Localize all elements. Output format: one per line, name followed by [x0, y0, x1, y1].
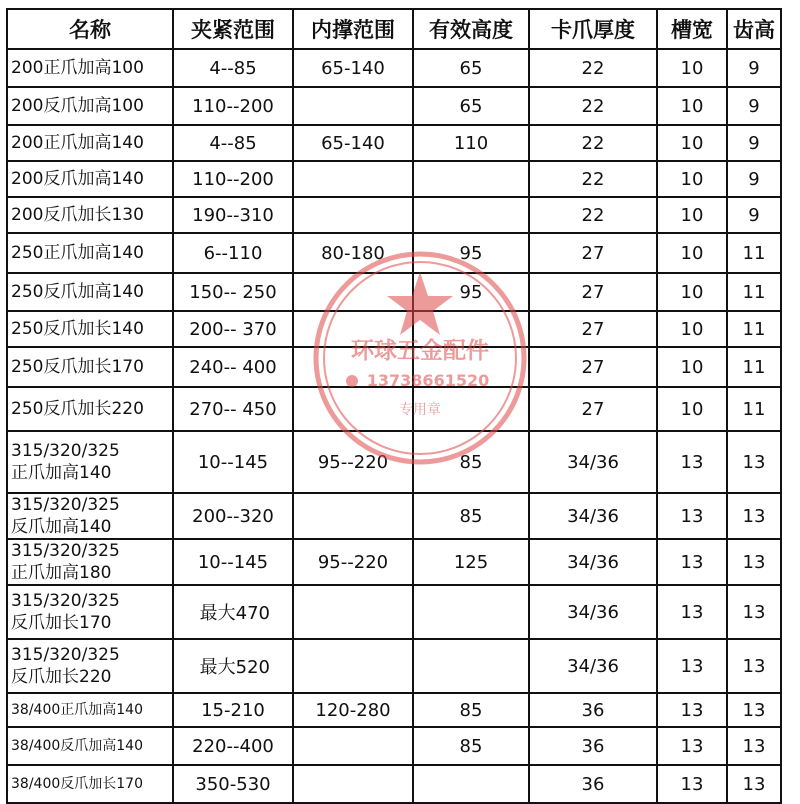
- cell-brace-range: [293, 347, 413, 387]
- cell-effective-height: 65: [413, 49, 529, 87]
- cell-clamp-range: 10--145: [173, 539, 293, 585]
- cell-jaw-thickness: 27: [529, 233, 657, 273]
- cell-jaw-thickness: 34/36: [529, 639, 657, 693]
- cell-slot-width: 13: [657, 765, 727, 803]
- cell-tooth-height: 13: [727, 639, 781, 693]
- header-slot-width: 槽宽: [657, 9, 727, 49]
- cell-brace-range: [293, 585, 413, 639]
- cell-jaw-thickness: 27: [529, 387, 657, 431]
- cell-name: 200反爪加高140: [7, 161, 173, 197]
- cell-name: 200正爪加高140: [7, 125, 173, 161]
- table-row: [7, 161, 781, 197]
- cell-jaw-thickness: 27: [529, 273, 657, 311]
- cell-slot-width: 13: [657, 431, 727, 493]
- cell-brace-range: [293, 765, 413, 803]
- cell-clamp-range: 最大520: [173, 639, 293, 693]
- cell-clamp-range: 110--200: [173, 161, 293, 197]
- cell-slot-width: 10: [657, 347, 727, 387]
- cell-effective-height: [413, 585, 529, 639]
- cell-jaw-thickness: 22: [529, 49, 657, 87]
- cell-brace-range: 95--220: [293, 431, 413, 493]
- cell-slot-width: 10: [657, 125, 727, 161]
- cell-effective-height: [413, 311, 529, 347]
- table-row: [7, 765, 781, 803]
- seal-phone-text: 13738661520: [366, 371, 490, 390]
- cell-name: 250正爪加高140: [7, 233, 173, 273]
- cell-effective-height: [413, 639, 529, 693]
- cell-name: 250反爪加长220: [7, 387, 173, 431]
- table-row: [7, 87, 781, 125]
- cell-name: 315/320/325 反爪加长170: [7, 585, 173, 639]
- cell-slot-width: 13: [657, 585, 727, 639]
- cell-tooth-height: 13: [727, 585, 781, 639]
- table-row: [7, 539, 781, 585]
- cell-slot-width: 10: [657, 161, 727, 197]
- cell-name: 38/400正爪加高140: [7, 693, 173, 727]
- table-row: [7, 387, 781, 431]
- cell-brace-range: 65-140: [293, 125, 413, 161]
- cell-brace-range: [293, 493, 413, 539]
- cell-clamp-range: 190--310: [173, 197, 293, 233]
- cell-slot-width: 13: [657, 639, 727, 693]
- cell-brace-range: [293, 639, 413, 693]
- table-row: [7, 431, 781, 493]
- table-body: [7, 49, 781, 803]
- table-row: [7, 727, 781, 765]
- cell-clamp-range: 10--145: [173, 431, 293, 493]
- cell-tooth-height: 13: [727, 765, 781, 803]
- cell-jaw-thickness: 22: [529, 87, 657, 125]
- cell-brace-range: 65-140: [293, 49, 413, 87]
- table-row: [7, 233, 781, 273]
- cell-tooth-height: 11: [727, 387, 781, 431]
- cell-clamp-range: 最大470: [173, 585, 293, 639]
- cell-slot-width: 13: [657, 493, 727, 539]
- cell-jaw-thickness: 27: [529, 347, 657, 387]
- cell-tooth-height: 9: [727, 161, 781, 197]
- cell-clamp-range: 4--85: [173, 125, 293, 161]
- cell-clamp-range: 270-- 450: [173, 387, 293, 431]
- table-row: [7, 493, 781, 539]
- cell-name: 315/320/325 正爪加高140: [7, 431, 173, 493]
- header-clamp-range: 夹紧范围: [173, 9, 293, 49]
- cell-effective-height: 85: [413, 431, 529, 493]
- cell-tooth-height: 9: [727, 197, 781, 233]
- cell-tooth-height: 13: [727, 431, 781, 493]
- cell-clamp-range: 200-- 370: [173, 311, 293, 347]
- cell-slot-width: 13: [657, 539, 727, 585]
- cell-brace-range: [293, 161, 413, 197]
- table-row: [7, 125, 781, 161]
- cell-slot-width: 13: [657, 693, 727, 727]
- cell-name: 200反爪加高100: [7, 87, 173, 125]
- cell-brace-range: [293, 273, 413, 311]
- cell-jaw-thickness: 34/36: [529, 539, 657, 585]
- cell-tooth-height: 9: [727, 49, 781, 87]
- cell-tooth-height: 13: [727, 493, 781, 539]
- cell-brace-range: 95--220: [293, 539, 413, 585]
- table-row: [7, 585, 781, 639]
- cell-jaw-thickness: 36: [529, 693, 657, 727]
- cell-clamp-range: 15-210: [173, 693, 293, 727]
- cell-name: 38/400反爪加高140: [7, 727, 173, 765]
- cell-effective-height: 85: [413, 727, 529, 765]
- cell-slot-width: 10: [657, 233, 727, 273]
- cell-name: 38/400反爪加长170: [7, 765, 173, 803]
- cell-clamp-range: 150-- 250: [173, 273, 293, 311]
- cell-brace-range: 120-280: [293, 693, 413, 727]
- seal-company-text: 环球五金配件: [351, 338, 489, 364]
- cell-tooth-height: 13: [727, 539, 781, 585]
- header-effective-height: 有效高度: [413, 9, 529, 49]
- cell-tooth-height: 11: [727, 311, 781, 347]
- header-row: [7, 9, 781, 49]
- header-name: 名称: [7, 9, 173, 49]
- cell-effective-height: 85: [413, 493, 529, 539]
- cell-name: 200反爪加长130: [7, 197, 173, 233]
- cell-name: 200正爪加高100: [7, 49, 173, 87]
- cell-clamp-range: 200--320: [173, 493, 293, 539]
- cell-jaw-thickness: 36: [529, 765, 657, 803]
- cell-tooth-height: 9: [727, 87, 781, 125]
- table-row: [7, 197, 781, 233]
- cell-name: 315/320/325 反爪加高140: [7, 493, 173, 539]
- cell-slot-width: 10: [657, 87, 727, 125]
- cell-jaw-thickness: 22: [529, 125, 657, 161]
- table-row: [7, 49, 781, 87]
- cell-jaw-thickness: 22: [529, 161, 657, 197]
- cell-tooth-height: 11: [727, 347, 781, 387]
- cell-jaw-thickness: 34/36: [529, 585, 657, 639]
- header-jaw-thickness: 卡爪厚度: [529, 9, 657, 49]
- cell-slot-width: 13: [657, 727, 727, 765]
- cell-brace-range: 80-180: [293, 233, 413, 273]
- cell-effective-height: 95: [413, 233, 529, 273]
- cell-jaw-thickness: 22: [529, 197, 657, 233]
- cell-tooth-height: 11: [727, 233, 781, 273]
- cell-clamp-range: 4--85: [173, 49, 293, 87]
- cell-slot-width: 10: [657, 197, 727, 233]
- seal-label-text: 专用章: [399, 402, 441, 418]
- cell-effective-height: [413, 197, 529, 233]
- table-row: [7, 693, 781, 727]
- cell-brace-range: [293, 387, 413, 431]
- cell-effective-height: 65: [413, 87, 529, 125]
- cell-brace-range: [293, 311, 413, 347]
- table-row: [7, 311, 781, 347]
- cell-clamp-range: 220--400: [173, 727, 293, 765]
- cell-effective-height: [413, 347, 529, 387]
- cell-tooth-height: 11: [727, 273, 781, 311]
- cell-effective-height: [413, 387, 529, 431]
- cell-name: 250反爪加长140: [7, 311, 173, 347]
- cell-effective-height: 125: [413, 539, 529, 585]
- cell-jaw-thickness: 34/36: [529, 431, 657, 493]
- table-row: [7, 273, 781, 311]
- cell-jaw-thickness: 27: [529, 311, 657, 347]
- cell-tooth-height: 13: [727, 693, 781, 727]
- cell-jaw-thickness: 36: [529, 727, 657, 765]
- cell-jaw-thickness: 34/36: [529, 493, 657, 539]
- table-row: [7, 347, 781, 387]
- cell-effective-height: [413, 161, 529, 197]
- cell-brace-range: [293, 727, 413, 765]
- cell-clamp-range: 350-530: [173, 765, 293, 803]
- cell-name: 315/320/325 反爪加长220: [7, 639, 173, 693]
- cell-effective-height: 110: [413, 125, 529, 161]
- cell-brace-range: [293, 197, 413, 233]
- cell-slot-width: 10: [657, 387, 727, 431]
- cell-brace-range: [293, 87, 413, 125]
- header-tooth-height: 齿高: [727, 9, 781, 49]
- cell-tooth-height: 9: [727, 125, 781, 161]
- cell-clamp-range: 110--200: [173, 87, 293, 125]
- cell-slot-width: 10: [657, 311, 727, 347]
- cell-tooth-height: 13: [727, 727, 781, 765]
- cell-effective-height: 95: [413, 273, 529, 311]
- header-brace-range: 内撑范围: [293, 9, 413, 49]
- cell-slot-width: 10: [657, 273, 727, 311]
- cell-slot-width: 10: [657, 49, 727, 87]
- spec-table: [6, 8, 782, 804]
- cell-clamp-range: 6--110: [173, 233, 293, 273]
- cell-name: 315/320/325 正爪加高180: [7, 539, 173, 585]
- cell-name: 250反爪加长170: [7, 347, 173, 387]
- cell-effective-height: 85: [413, 693, 529, 727]
- cell-clamp-range: 240-- 400: [173, 347, 293, 387]
- table-row: [7, 639, 781, 693]
- cell-name: 250反爪加高140: [7, 273, 173, 311]
- cell-effective-height: [413, 765, 529, 803]
